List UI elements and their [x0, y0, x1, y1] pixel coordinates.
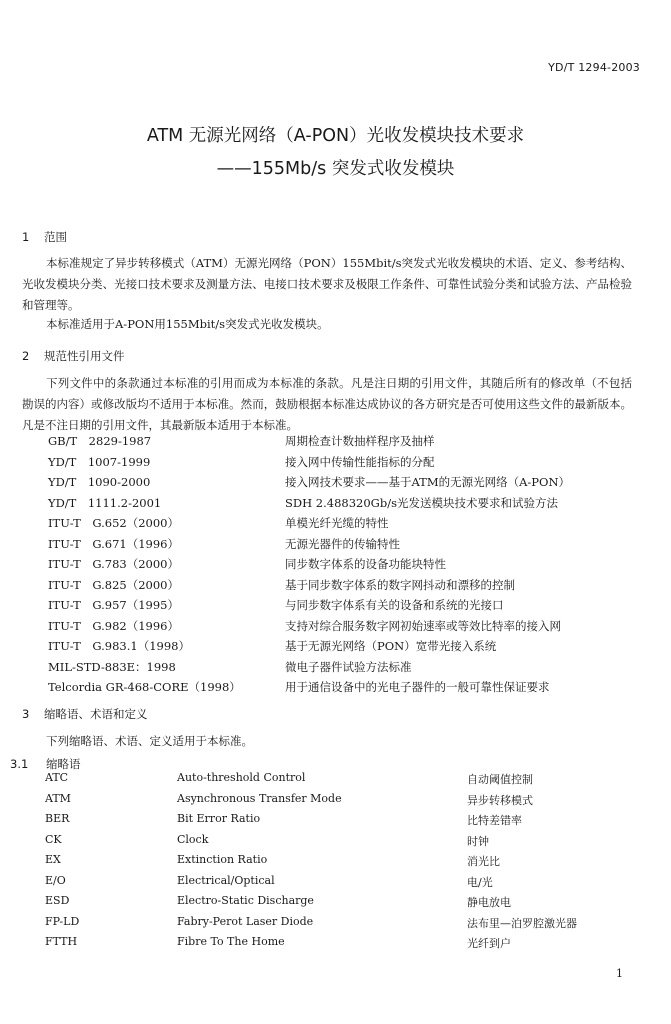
- reference-row: [0, 556, 671, 576]
- abbreviation-english: Electrical/Optical: [177, 873, 275, 887]
- reference-code: Telcordia GR-468-CORE（1998）: [48, 680, 241, 694]
- abbreviation: FTTH: [45, 935, 78, 948]
- reference-code: YD/T 1111.2-2001: [48, 495, 162, 510]
- normative-intro-text: 下列文件中的条款通过本标准的引用而成为本标准的条款。凡是注日期的引用文件，其随后所有的修改单（不包括勘误的内容）或修改版均不适用于本标准。然而，鼓励根据本标准达成协议的各方研究是否可使用这些文件的最新版本。凡是不注日期的引用文件，其最新版本适用于本标准。: [22, 376, 632, 432]
- reference-title: SDH 2.488320Gb/s光发送模块技术要求和试验方法: [285, 495, 558, 510]
- scope-text-1: 本标准规定了异步转移模式（ATM）无源光网络（PON）155Mbit/s突发式光收发模块的术语、定义、参考结构、光收发模块分类、光接口技术要求及测量方法、电接口技术要求及极限工作条件、可靠性试验分类和试验方法、产品检验和管理等。: [22, 256, 632, 312]
- reference-title: 接入网技术要求——基于ATM的无源光网络（A-PON）: [285, 475, 571, 489]
- abbreviation-chinese: 光纤到户: [467, 937, 511, 950]
- section-heading-abbreviations: [22, 706, 148, 722]
- abbreviation-chinese: 电/光: [467, 875, 493, 889]
- abbreviation-chinese: 异步转移模式: [467, 793, 533, 807]
- reference-title: 无源光器件的传输特性: [285, 536, 400, 551]
- abbreviation-chinese: 消光比: [467, 855, 500, 868]
- abbreviation-row: [0, 894, 671, 914]
- abbreviation: ESD: [45, 894, 70, 907]
- reference-code: ITU-T G.825（2000）: [48, 577, 179, 592]
- reference-code: ITU-T G.783（2000）: [48, 557, 179, 571]
- section-heading-normative: [22, 348, 125, 364]
- abbreviation: BER: [45, 812, 70, 825]
- abbreviation-chinese: 静电放电: [467, 896, 511, 909]
- abbreviation: EX: [45, 853, 61, 866]
- abbreviation-english: Bit Error Ratio: [177, 812, 261, 825]
- reference-row: [0, 433, 671, 453]
- reference-code: GB/T 2829-1987: [48, 434, 152, 448]
- abbreviations-intro-paragraph: [22, 731, 632, 752]
- scope-paragraph-2: [22, 314, 632, 335]
- page-number: 1: [616, 967, 623, 980]
- abbreviation: FP-LD: [45, 914, 80, 928]
- abbreviation: CK: [45, 832, 62, 846]
- reference-row: [0, 638, 671, 658]
- scope-text-2: 本标准适用于A-PON用155Mbit/s突发式光收发模块。: [46, 317, 329, 331]
- reference-row: [0, 454, 671, 474]
- reference-title: 微电子器件试验方法标准: [285, 659, 412, 674]
- reference-row: [0, 659, 671, 679]
- section-number: 1: [22, 230, 30, 244]
- reference-title: 基于同步数字体系的数字网抖动和漂移的控制: [285, 577, 515, 592]
- section-title: 范围: [44, 230, 67, 244]
- reference-title: 基于无源光网络（PON）宽带光接入系统: [285, 639, 497, 653]
- reference-row: [0, 536, 671, 556]
- reference-title: 同步数字体系的设备功能块特性: [285, 557, 446, 571]
- reference-code: ITU-T G.982（1996）: [48, 618, 179, 633]
- reference-code: MIL-STD-883E：1998: [48, 659, 176, 674]
- reference-row: [0, 474, 671, 494]
- reference-code: ITU-T G.671（1996）: [48, 536, 179, 551]
- abbreviations-intro-text: 下列缩略语、术语、定义适用于本标准。: [46, 734, 253, 748]
- abbreviation: ATM: [45, 791, 71, 805]
- section-number: 2: [22, 349, 30, 363]
- abbreviation-row: [0, 833, 671, 853]
- standard-code: YD/T 1294-2003: [548, 61, 640, 74]
- reference-row: [0, 597, 671, 617]
- abbreviation-english: Asynchronous Transfer Mode: [177, 791, 342, 805]
- reference-title: 单模光纤光缆的特性: [285, 516, 389, 530]
- subsection-title: 缩略语: [46, 757, 81, 771]
- abbreviation-chinese: 自动阈值控制: [467, 773, 533, 786]
- abbreviation-english: Clock: [177, 832, 209, 846]
- reference-code: YD/T 1090-2000: [48, 475, 151, 489]
- abbreviation: E/O: [45, 873, 66, 887]
- document-title: ATM 无源光网络（A-PON）光收发模块技术要求: [146, 126, 525, 146]
- reference-code: ITU-T G.983.1（1998）: [48, 639, 190, 653]
- reference-title: 接入网中传输性能指标的分配: [285, 454, 435, 469]
- abbreviation-chinese: 比特差错率: [467, 814, 522, 827]
- abbreviation-chinese: 时钟: [467, 834, 489, 848]
- abbreviation-english: Fabry-Perot Laser Diode: [177, 914, 314, 928]
- section-title: 规范性引用文件: [44, 349, 125, 363]
- reference-row: [0, 618, 671, 638]
- abbreviation-row: [0, 792, 671, 812]
- reference-code: ITU-T G.652（2000）: [48, 516, 179, 530]
- reference-row: [0, 577, 671, 597]
- abbreviation-english: Extinction Ratio: [177, 853, 268, 866]
- section-heading-scope: [22, 229, 67, 245]
- reference-title: 用于通信设备中的光电子器件的一般可靠性保证要求: [285, 680, 550, 694]
- subsection-heading-abbreviations: [10, 756, 81, 772]
- reference-title: 与同步数字体系有关的设备和系统的光接口: [285, 598, 504, 612]
- scope-paragraph-1: [22, 253, 632, 316]
- reference-code: ITU-T G.957（1995）: [48, 598, 179, 612]
- reference-row: [0, 515, 671, 535]
- reference-row: [0, 495, 671, 515]
- section-title: 缩略语、术语和定义: [44, 707, 148, 721]
- abbreviation-row: [0, 853, 671, 873]
- abbreviation-english: Electro-Static Discharge: [177, 894, 314, 907]
- reference-title: 周期检查计数抽样程序及抽样: [285, 434, 435, 448]
- abbreviation-row: [0, 935, 671, 955]
- abbreviation-english: Fibre To The Home: [177, 935, 285, 948]
- abbreviation-english: Auto-threshold Control: [177, 771, 306, 784]
- abbreviation-row: [0, 812, 671, 832]
- document-subtitle: ——155Mb/s 突发式收发模块: [216, 159, 455, 179]
- reference-title: 支持对综合服务数字网初始速率或等效比特率的接入网: [285, 618, 561, 633]
- abbreviation-row: [0, 771, 671, 791]
- section-number: 3: [22, 707, 30, 721]
- normative-intro-paragraph: [22, 373, 632, 436]
- abbreviation: ATC: [45, 771, 69, 784]
- abbreviation-row: [0, 915, 671, 935]
- abbreviation-chinese: 法布里—泊罗腔激光器: [467, 916, 577, 930]
- reference-code: YD/T 1007-1999: [48, 454, 151, 469]
- reference-row: [0, 679, 671, 699]
- subsection-number: 3.1: [10, 757, 29, 771]
- abbreviation-row: [0, 874, 671, 894]
